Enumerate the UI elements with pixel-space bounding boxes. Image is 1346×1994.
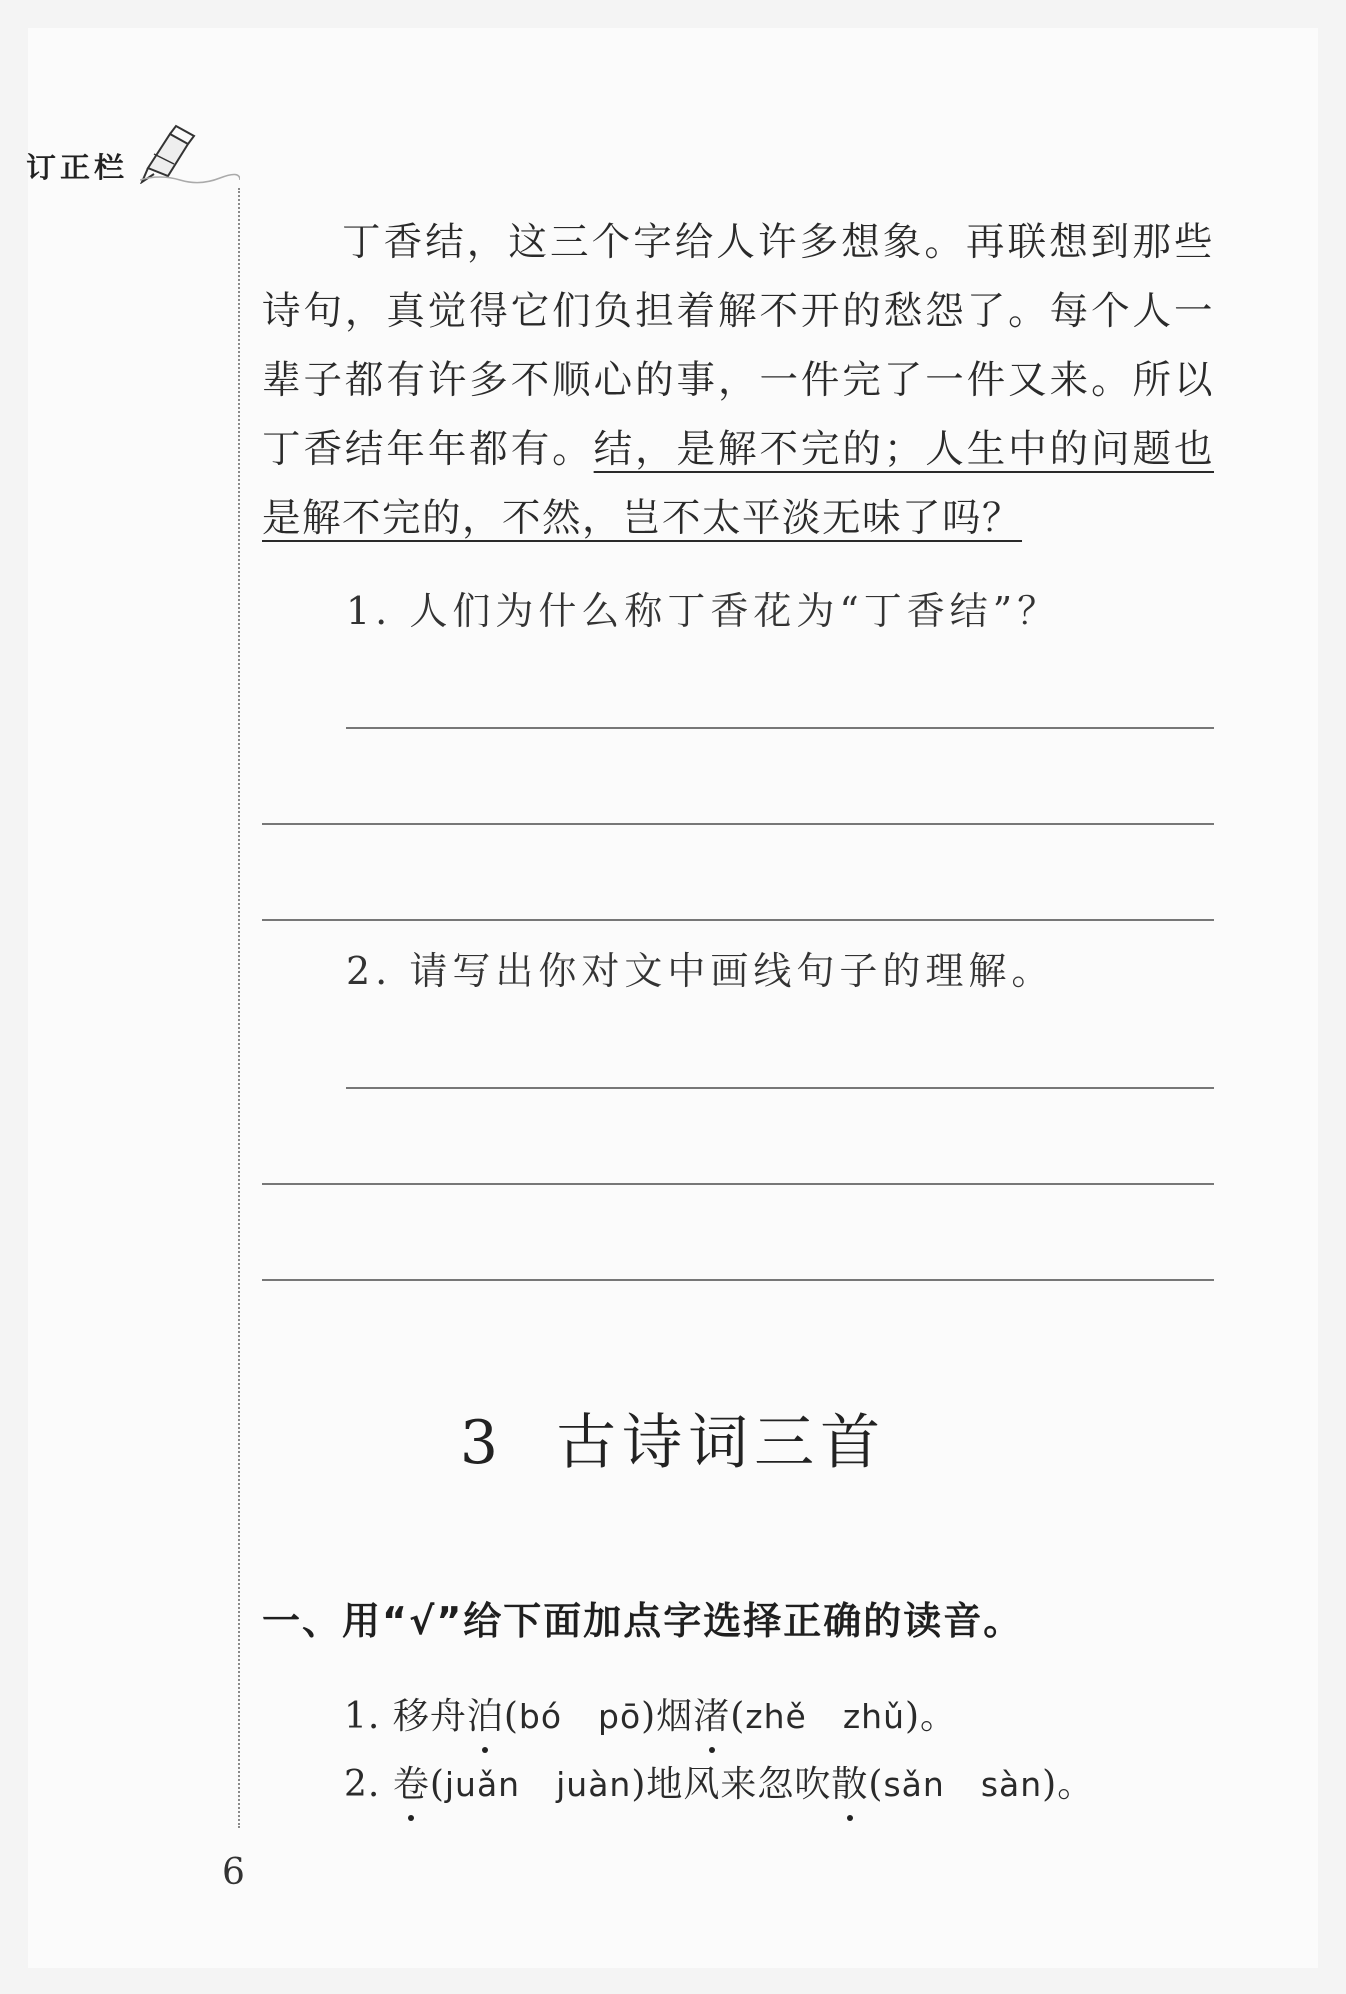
pinyin-option[interactable]: juàn bbox=[556, 1765, 632, 1804]
dotted-char: 卷 bbox=[393, 1756, 430, 1807]
answer-line[interactable] bbox=[262, 823, 1214, 825]
lesson-title bbox=[0, 1395, 1346, 1481]
pinyin-option[interactable]: zhǔ bbox=[842, 1697, 905, 1736]
lesson-number: 3 bbox=[459, 1408, 505, 1478]
pinyin-option[interactable]: pō bbox=[598, 1697, 642, 1736]
dotted-char: 渚 bbox=[693, 1688, 730, 1739]
pinyin-option[interactable]: juǎn bbox=[444, 1765, 521, 1804]
section-heading: 一、用“√”给下面加点字选择正确的读音。 bbox=[262, 1599, 1024, 1643]
answer-line[interactable] bbox=[262, 1183, 1214, 1185]
question-1: 1. 人们为什么称丁香花为“丁香结”？ bbox=[346, 589, 1061, 633]
correction-column-label: 订正栏 bbox=[26, 152, 128, 185]
pinyin-option[interactable]: sǎn bbox=[883, 1765, 945, 1804]
dotted-char: 泊 bbox=[467, 1688, 504, 1739]
answer-line[interactable] bbox=[346, 1087, 1214, 1089]
passage-paragraph bbox=[262, 208, 1214, 553]
answer-line[interactable] bbox=[346, 727, 1214, 729]
question-2: 2. 请写出你对文中画线句子的理解。 bbox=[346, 949, 1055, 993]
pinyin-item-2: 2. 卷(juǎn juàn)地风来忽吹散(sǎn sàn)。 bbox=[344, 1756, 1094, 1807]
answer-line[interactable] bbox=[262, 919, 1214, 921]
dotted-char: 散 bbox=[831, 1756, 868, 1807]
margin-divider-line bbox=[238, 188, 240, 1828]
pinyin-option[interactable]: bó bbox=[518, 1697, 563, 1736]
pencil-icon bbox=[140, 124, 240, 184]
passage-text: 丁香结，这三个字给人许多想象。再联想到那些诗句，真觉得它们负担着解不开的愁怨了。每个人一辈子都有许多不顺心的事，一件完了一件又来。所以丁香结年年都有。 bbox=[262, 220, 1214, 472]
pinyin-option[interactable]: zhě bbox=[745, 1697, 807, 1736]
lesson-name: 古诗词三首 bbox=[556, 1408, 887, 1478]
answer-line[interactable] bbox=[262, 1279, 1214, 1281]
pinyin-option[interactable]: sàn bbox=[980, 1765, 1043, 1804]
pinyin-item-1: 1. 移舟泊(bó pō)烟渚(zhě zhǔ)。 bbox=[344, 1688, 957, 1739]
page-number: 6 bbox=[222, 1852, 245, 1893]
underlined-sentence: 结，是解不完的；人生中的问题也是解不完的，不然，岂不太平淡无味了吗？ bbox=[262, 427, 1214, 541]
